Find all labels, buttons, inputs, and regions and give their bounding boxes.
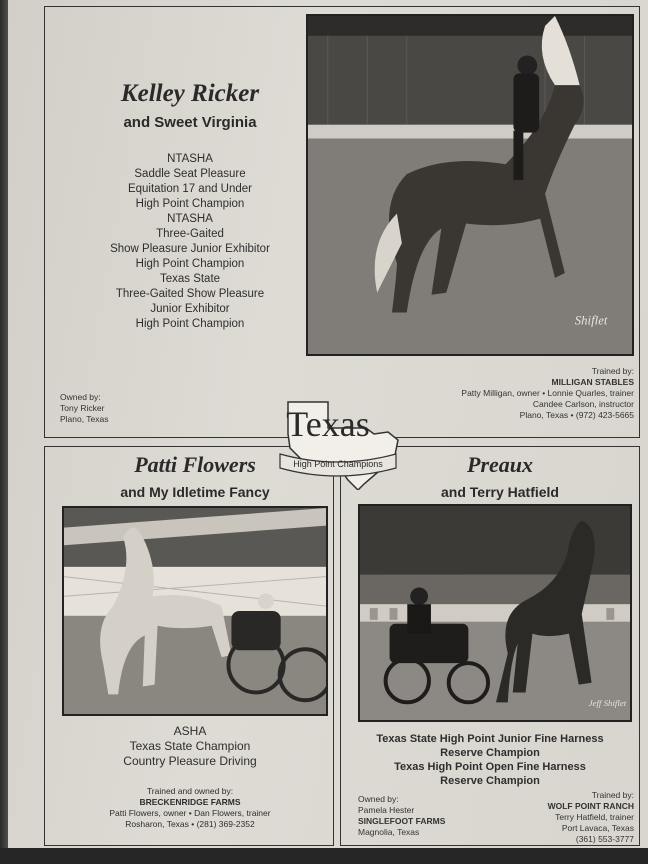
left-horse-name: and My Idletime Fancy [120,484,270,500]
texas-high-point-logo [268,394,406,490]
left-rider-name: Patti Flowers [134,452,256,477]
top-rider-name: Kelley Ricker [120,80,260,107]
award-line: Texas State Champion [129,739,251,753]
right-owner-credits [358,794,498,838]
award-line: Equitation 17 and Under [127,183,253,195]
award-line: NTASHA [167,213,213,225]
top-award-group-1 [80,152,300,212]
award-line: Show Pleasure Junior Exhibitor [110,243,270,255]
award-line: NTASHA [167,153,213,165]
logo-word: Texas [286,404,370,444]
award-line: Reserve Champion [440,775,540,787]
credit-line: Terry Hatfield, trainer [555,812,634,822]
right-awards [346,732,634,788]
award-line: Reserve Champion [440,747,540,759]
credit-line: Plano, Texas • (972) 423-5665 [519,410,634,420]
credit-line: WOLF POINT RANCH [547,801,634,811]
award-line: Texas State [159,273,221,285]
photo-signature: Jeff Shiflet [588,698,627,709]
logo-ribbon-text: High Point Champions [293,459,383,469]
top-award-group-3 [80,272,300,332]
credit-line: Plano, Texas [60,414,109,424]
left-awards [70,724,310,769]
credit-line: SINGLEFOOT FARMS [358,816,446,826]
award-line: Junior Exhibitor [150,303,230,315]
credit-line: Magnolia, Texas [358,827,420,837]
award-line: Three-Gaited [156,228,224,240]
top-trainer-credits [410,366,634,421]
credit-line: Pamela Hester [358,805,415,815]
right-trainer-credits [500,790,634,845]
credit-line: Trained and owned by: [146,786,234,796]
award-line: Texas High Point Open Fine Harness [394,761,586,773]
credit-line: Trained by: [591,790,634,800]
credit-line: MILLIGAN STABLES [551,377,634,387]
credit-line: Port Lavaca, Texas [561,823,634,833]
right-horse-title: Preaux [467,452,533,477]
left-owner-credits [70,786,310,830]
top-horse-photo [306,14,634,356]
credit-line: (361) 553-3777 [575,834,634,844]
credit-line: BRECKENRIDGE FARMS [139,797,241,807]
top-horse-name: and Sweet Virginia [123,114,257,131]
photo-signature: Shiflet [574,313,608,328]
award-line: Saddle Seat Pleasure [134,168,246,180]
award-line: Country Pleasure Driving [123,754,257,768]
right-driver-name: and Terry Hatfield [441,484,559,500]
credit-line: Owned by: [60,392,101,402]
top-award-group-2 [80,212,300,272]
page-shadow [0,848,648,864]
award-line: High Point Champion [135,258,245,270]
credit-line: Candee Carlson, instructor [532,399,634,409]
award-header: ASHA [173,724,207,738]
left-horse-photo [62,506,328,716]
award-line: Texas State High Point Junior Fine Harness [376,733,604,745]
award-line: Three-Gaited Show Pleasure [115,288,265,300]
credit-line: Patty Milligan, owner • Lonnie Quarles, trainer [461,388,634,398]
credit-line: Trained by: [591,366,634,376]
award-line: High Point Champion [135,198,245,210]
top-owner-credits [60,392,210,425]
credit-line: Patti Flowers, owner • Dan Flowers, trainer [109,808,271,818]
credit-line: Tony Ricker [60,403,105,413]
right-horse-photo [358,504,632,722]
credit-line: Owned by: [358,794,399,804]
award-line: High Point Champion [135,318,245,330]
credit-line: Rosharon, Texas • (281) 369-2352 [125,819,255,829]
